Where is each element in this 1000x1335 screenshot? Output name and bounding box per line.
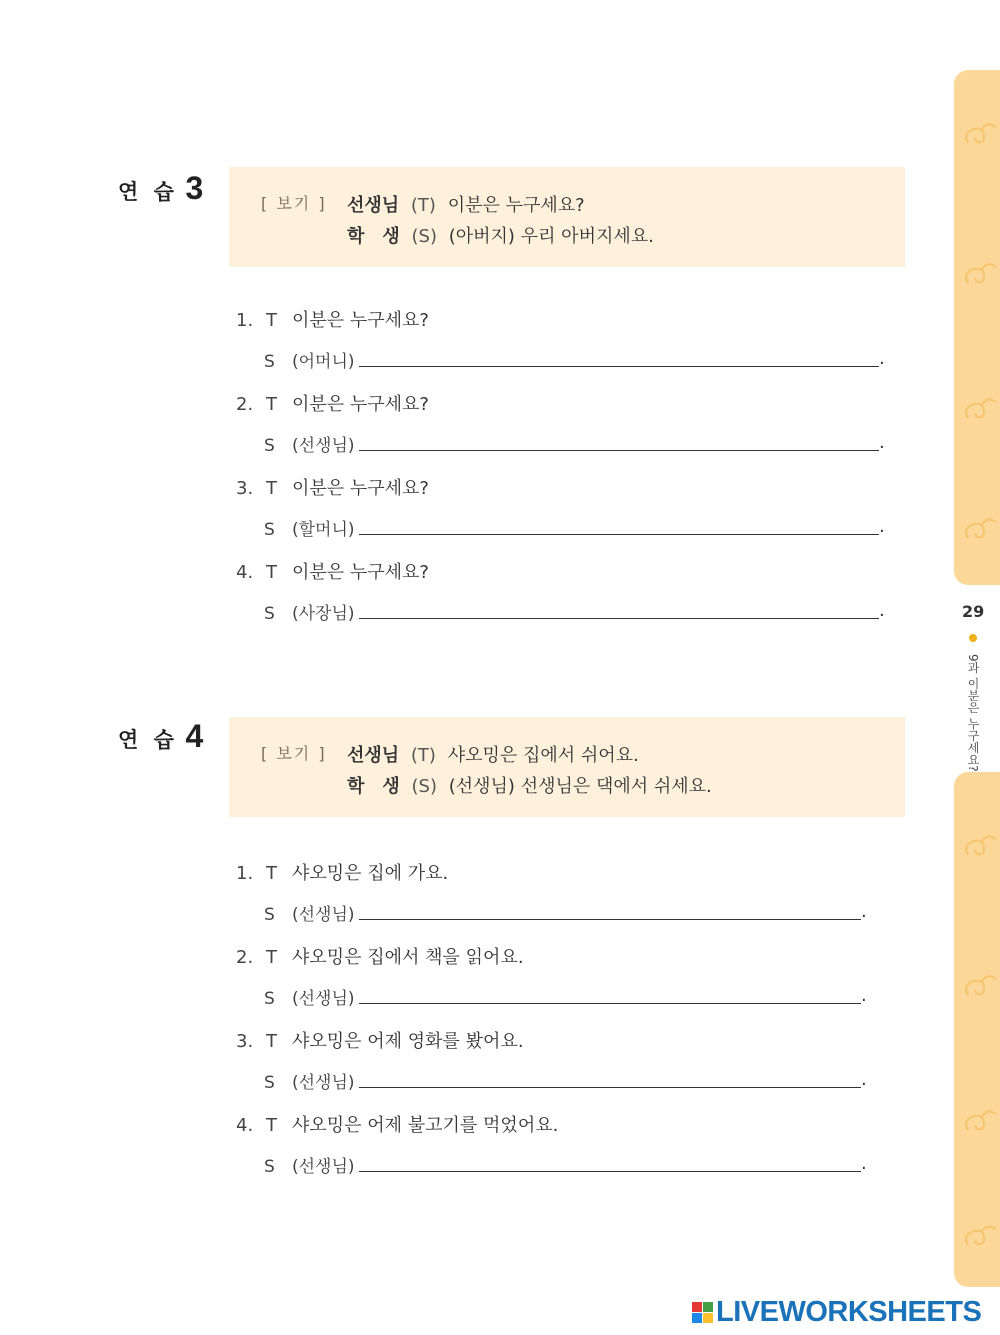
answer-hint: (선생님) bbox=[292, 905, 355, 925]
question-text: 이분은 누구세요? bbox=[292, 310, 429, 331]
speaker-s: S bbox=[264, 1157, 275, 1177]
answer-period: . bbox=[879, 516, 885, 537]
speaker-s: S bbox=[264, 436, 275, 456]
exercise-4-number: 4 bbox=[185, 718, 204, 754]
answer-blank-3-2[interactable] bbox=[359, 450, 879, 451]
answer-period: . bbox=[861, 1153, 867, 1174]
exercise-4-question-1 bbox=[236, 859, 448, 885]
answer-blank-4-3[interactable] bbox=[359, 1087, 861, 1088]
logo-text: LIVEWORKSHEETS bbox=[716, 1296, 982, 1328]
item-number: 4. bbox=[236, 1115, 254, 1136]
side-tab-upper bbox=[954, 70, 1000, 585]
teacher-role: 선생님 bbox=[347, 195, 400, 216]
exercise-4-example-box bbox=[229, 717, 905, 817]
exercise-4-label: 연 습 bbox=[118, 728, 178, 752]
exercise-3-answer-1 bbox=[264, 347, 355, 372]
example-student-line bbox=[347, 772, 712, 798]
example-tag: [ 보기 ] bbox=[261, 744, 327, 763]
answer-period: . bbox=[861, 901, 867, 922]
example-teacher-line bbox=[347, 191, 585, 217]
question-text: 샤오밍은 어제 영화를 봤어요. bbox=[292, 1031, 524, 1052]
exercise-3-answer-3 bbox=[264, 515, 355, 540]
speaker-t: T bbox=[266, 1115, 277, 1136]
answer-blank-4-2[interactable] bbox=[359, 1003, 861, 1004]
speaker-t: T bbox=[266, 562, 277, 583]
page-number: 29 bbox=[962, 602, 985, 621]
speaker-t: T bbox=[266, 1031, 277, 1052]
answer-hint: (선생님) bbox=[292, 1073, 355, 1093]
chapter-title: 9과 이분은 누구세요? bbox=[966, 654, 980, 772]
speaker-s: S bbox=[264, 989, 275, 1009]
student-role: 학 생 bbox=[347, 776, 400, 797]
exercise-4-answer-2 bbox=[264, 984, 355, 1009]
cloud-swirl-icon bbox=[960, 1102, 1000, 1142]
teacher-code: (T) bbox=[410, 745, 436, 766]
answer-blank-3-1[interactable] bbox=[359, 366, 879, 367]
cloud-swirl-icon bbox=[960, 255, 1000, 295]
example-tag: [ 보기 ] bbox=[261, 194, 327, 213]
exercise-3-question-4 bbox=[236, 558, 429, 584]
item-number: 3. bbox=[236, 1031, 254, 1052]
question-text: 샤오밍은 집에서 책을 읽어요. bbox=[292, 947, 524, 968]
exercise-4-heading bbox=[118, 718, 203, 755]
question-text: 이분은 누구세요? bbox=[292, 562, 429, 583]
student-hint: (선생님) bbox=[448, 776, 515, 797]
cloud-swirl-icon bbox=[960, 827, 1000, 867]
answer-period: . bbox=[861, 1069, 867, 1090]
item-number: 4. bbox=[236, 562, 254, 583]
exercise-3-heading bbox=[118, 170, 203, 207]
answer-hint: (선생님) bbox=[292, 1157, 355, 1177]
example-teacher-line bbox=[347, 741, 639, 767]
item-number: 1. bbox=[236, 863, 254, 884]
cloud-swirl-icon bbox=[960, 115, 1000, 155]
teacher-sentence: 샤오밍은 집에서 쉬어요. bbox=[447, 745, 639, 766]
answer-hint: (선생님) bbox=[292, 989, 355, 1009]
chapter-bullet bbox=[969, 634, 977, 642]
speaker-s: S bbox=[264, 352, 275, 372]
answer-blank-3-3[interactable] bbox=[359, 534, 879, 535]
teacher-code: (T) bbox=[410, 195, 436, 216]
speaker-t: T bbox=[266, 478, 277, 499]
student-role: 학 생 bbox=[347, 226, 400, 247]
cloud-swirl-icon bbox=[960, 390, 1000, 430]
logo-cubes-icon bbox=[692, 1302, 714, 1324]
speaker-s: S bbox=[264, 1073, 275, 1093]
example-student-line bbox=[347, 222, 654, 248]
exercise-3-answer-2 bbox=[264, 431, 355, 456]
answer-period: . bbox=[861, 985, 867, 1006]
exercise-3-question-1 bbox=[236, 306, 429, 332]
item-number: 2. bbox=[236, 947, 254, 968]
exercise-4-answer-4 bbox=[264, 1152, 355, 1177]
cloud-swirl-icon bbox=[960, 510, 1000, 550]
speaker-s: S bbox=[264, 604, 275, 624]
speaker-t: T bbox=[266, 863, 277, 884]
speaker-t: T bbox=[266, 947, 277, 968]
question-text: 이분은 누구세요? bbox=[292, 394, 429, 415]
answer-hint: (어머니) bbox=[292, 352, 355, 372]
exercise-3-number: 3 bbox=[185, 170, 204, 206]
exercise-4-question-4 bbox=[236, 1111, 558, 1137]
answer-blank-4-1[interactable] bbox=[359, 919, 861, 920]
answer-blank-3-4[interactable] bbox=[359, 618, 879, 619]
item-number: 3. bbox=[236, 478, 254, 499]
speaker-s: S bbox=[264, 905, 275, 925]
answer-hint: (선생님) bbox=[292, 436, 355, 456]
student-sentence: 우리 아버지세요. bbox=[520, 226, 654, 247]
exercise-4-question-3 bbox=[236, 1027, 524, 1053]
exercise-4-question-2 bbox=[236, 943, 524, 969]
answer-hint: (사장님) bbox=[292, 604, 355, 624]
question-text: 샤오밍은 집에 가요. bbox=[292, 863, 449, 884]
cloud-swirl-icon bbox=[960, 967, 1000, 1007]
side-tab-lower bbox=[954, 772, 1000, 1287]
speaker-s: S bbox=[264, 520, 275, 540]
question-text: 이분은 누구세요? bbox=[292, 478, 429, 499]
answer-period: . bbox=[879, 432, 885, 453]
student-code: (S) bbox=[411, 776, 437, 797]
teacher-sentence: 이분은 누구세요? bbox=[447, 195, 585, 216]
liveworksheets-logo[interactable] bbox=[692, 1296, 981, 1329]
exercise-4-answer-1 bbox=[264, 900, 355, 925]
exercise-3-example-box bbox=[229, 167, 905, 267]
exercise-3-answer-4 bbox=[264, 599, 355, 624]
question-text: 샤오밍은 어제 불고기를 먹었어요. bbox=[292, 1115, 559, 1136]
student-hint: (아버지) bbox=[448, 226, 515, 247]
speaker-t: T bbox=[266, 394, 277, 415]
speaker-t: T bbox=[266, 310, 277, 331]
item-number: 2. bbox=[236, 394, 254, 415]
cloud-swirl-icon bbox=[960, 1217, 1000, 1257]
exercise-3-label: 연 습 bbox=[118, 180, 178, 204]
answer-period: . bbox=[879, 348, 885, 369]
student-sentence: 선생님은 댁에서 쉬세요. bbox=[520, 776, 712, 797]
teacher-role: 선생님 bbox=[347, 745, 400, 766]
student-code: (S) bbox=[411, 226, 437, 247]
answer-period: . bbox=[879, 600, 885, 621]
exercise-3-question-3 bbox=[236, 474, 429, 500]
answer-blank-4-4[interactable] bbox=[359, 1171, 861, 1172]
answer-hint: (할머니) bbox=[292, 520, 355, 540]
exercise-3-question-2 bbox=[236, 390, 429, 416]
item-number: 1. bbox=[236, 310, 254, 331]
exercise-4-answer-3 bbox=[264, 1068, 355, 1093]
